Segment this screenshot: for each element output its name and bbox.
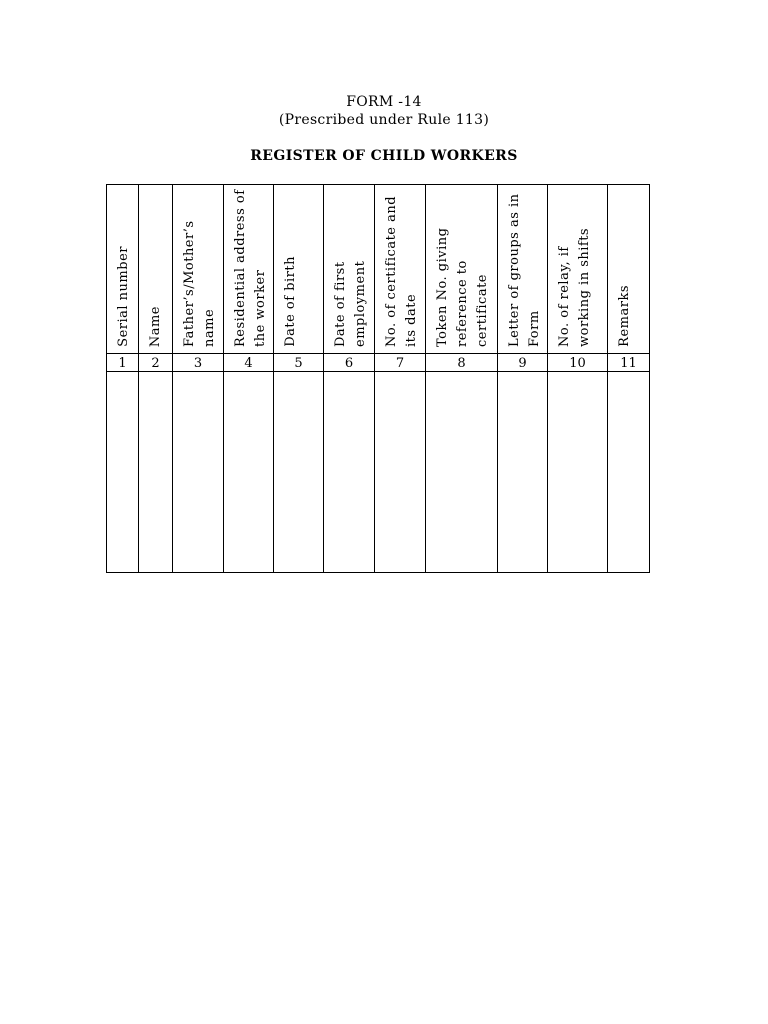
column-header-date-of-birth: [274, 185, 324, 354]
entry-cell[interactable]: [173, 372, 224, 573]
entry-cell[interactable]: [107, 372, 139, 573]
child-workers-register-table: [106, 184, 650, 573]
entry-cell[interactable]: [224, 372, 274, 573]
form-number: FORM -14: [346, 94, 422, 110]
column-header-serial-number: [107, 185, 139, 354]
entry-cell[interactable]: [498, 372, 548, 573]
column-number: 2: [139, 354, 173, 372]
entry-cell[interactable]: [548, 372, 608, 573]
column-header-date-of-first-employment: [324, 185, 375, 354]
column-number: 6: [324, 354, 375, 372]
column-header-label: Token No. giving reference to certificate: [435, 227, 490, 347]
entry-cell[interactable]: [324, 372, 375, 573]
register-title: REGISTER OF CHILD WORKERS: [250, 148, 518, 164]
column-header-label: Date of first employment: [333, 260, 368, 347]
column-header-certificate-number: [375, 185, 426, 354]
empty-entry-row: [107, 372, 650, 573]
column-header-residential-address: [224, 185, 274, 354]
column-header-name: [139, 185, 173, 354]
column-number: 9: [498, 354, 548, 372]
column-header-label: Father’s/Mother’s name: [182, 220, 217, 347]
entry-cell[interactable]: [426, 372, 498, 573]
form-rule-reference: (Prescribed under Rule 113): [278, 112, 490, 128]
column-header-label: Letter of groups as in Form: [507, 193, 542, 347]
column-header-token-number: [426, 185, 498, 354]
column-header-label: No. of relay, if working in shifts: [557, 227, 592, 347]
column-number: 7: [375, 354, 426, 372]
column-header-label: Remarks: [617, 285, 632, 347]
column-header-parent-name: [173, 185, 224, 354]
column-number-row: [107, 354, 650, 372]
header-row: [107, 185, 650, 354]
column-header-label: Date of birth: [283, 256, 298, 347]
entry-cell[interactable]: [139, 372, 173, 573]
column-header-remarks: [608, 185, 650, 354]
column-header-relay-number: [548, 185, 608, 354]
column-number: 3: [173, 354, 224, 372]
column-number: 1: [107, 354, 139, 372]
column-number: 8: [426, 354, 498, 372]
column-number: 5: [274, 354, 324, 372]
column-header-label: Serial number: [116, 246, 131, 347]
column-header-label: Name: [148, 305, 163, 347]
column-header-label: No. of certificate and its date: [384, 195, 419, 347]
entry-cell[interactable]: [274, 372, 324, 573]
column-number: 11: [608, 354, 650, 372]
column-number: 10: [548, 354, 608, 372]
entry-cell[interactable]: [608, 372, 650, 573]
entry-cell[interactable]: [375, 372, 426, 573]
column-header-letter-of-groups: [498, 185, 548, 354]
column-header-label: Residential address of the worker: [233, 189, 268, 347]
column-number: 4: [224, 354, 274, 372]
